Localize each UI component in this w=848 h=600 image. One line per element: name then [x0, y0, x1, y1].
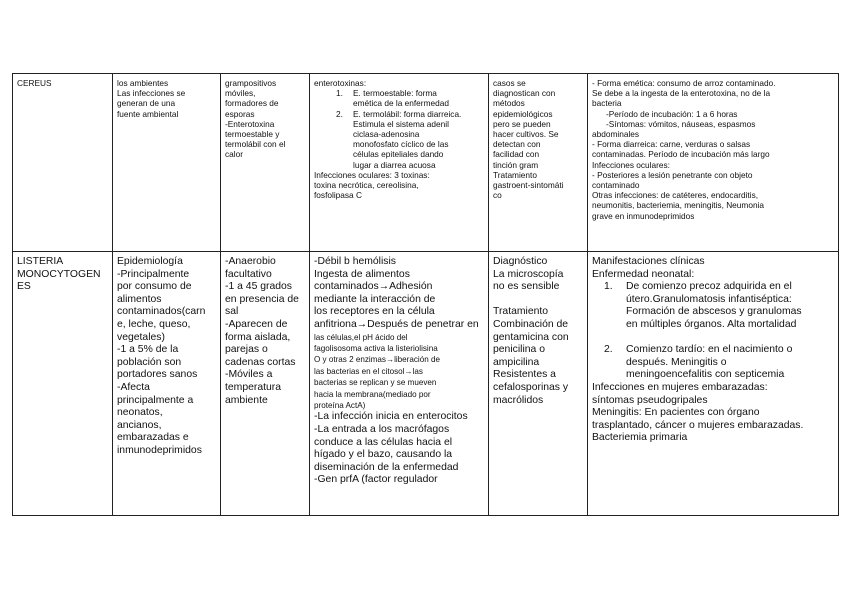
- text-line: diagnostican con: [493, 88, 556, 99]
- text-line: fuente ambiental: [117, 108, 179, 119]
- text-line: las células,el pH ácido del: [314, 332, 408, 342]
- text-line: hígado y el bazo, causando la: [314, 449, 453, 461]
- cell-epidemiology-cereus: [113, 74, 221, 252]
- text-line: forma aislada,: [225, 331, 291, 343]
- text-line: Diagnóstico: [493, 256, 548, 267]
- text-line: móviles,: [225, 88, 256, 99]
- text-line: por consumo de: [117, 281, 192, 293]
- text-line: MONOCYTOGEN: [17, 268, 101, 280]
- text-line: detectan con: [493, 139, 541, 150]
- text-line: epidemiológicos: [493, 108, 553, 119]
- text-line: monofosfato cíclico de las: [353, 139, 449, 150]
- text-line: lugar a diarrea acuosa: [353, 159, 436, 170]
- text-line: -Aparecen de: [225, 318, 288, 330]
- cell-organism-listeria: [13, 252, 113, 516]
- numbered-item: [314, 109, 484, 170]
- cell-diagnosis-listeria: [489, 252, 588, 516]
- text-line: ciclasa-adenosina: [353, 129, 420, 140]
- text-line: población son: [117, 356, 182, 368]
- text-line: generan de una: [117, 98, 176, 109]
- cell-characteristics-listeria: [221, 252, 310, 516]
- text-line: -Afecta: [117, 381, 150, 393]
- text-line: De comienzo precoz adquirida en el: [626, 281, 792, 293]
- text-line: La microscopía: [493, 268, 564, 280]
- text-line: -Gen prfA (factor regulador: [314, 474, 438, 486]
- text-line: Comienzo tardío: en el nacimiento o: [626, 344, 793, 356]
- text-line: Formación de abscesos y granulomas: [626, 306, 802, 318]
- text-line: abdominales: [592, 129, 640, 140]
- text-line: cefalosporinas y: [493, 381, 569, 393]
- text-line: ES: [17, 281, 31, 293]
- text-line: -Principalmente: [117, 268, 190, 280]
- text-line: e, leche, queso,: [117, 318, 191, 330]
- text-line: -Débil b hemólisis: [314, 256, 396, 267]
- item-number: 1.: [604, 281, 613, 293]
- text-line: Infecciones oculares:: [592, 159, 670, 170]
- text-line: grave en inmunodeprimidos: [592, 210, 695, 221]
- text-line: alimentos: [117, 293, 162, 305]
- text-line: - Forma diarreica: carne, verduras o salsas: [592, 139, 751, 150]
- text-line: Tratamiento: [493, 169, 537, 180]
- text-line: síntomas pseudogripales: [592, 394, 708, 406]
- text-line: gastroent-sintomáti: [493, 180, 564, 191]
- text-line: Epidemiología: [117, 256, 183, 267]
- text-line: Otras infecciones: de catéteres, endocarditis,: [592, 190, 759, 201]
- text-line: tinción gram: [493, 159, 539, 170]
- text-line: hacer cultivos. Se: [493, 129, 559, 140]
- text-line: -1 a 5% de la: [117, 344, 179, 356]
- text-line: neumonitis, bacteriemia, meningitis, Neumonia: [592, 200, 765, 211]
- text-line: ancianos,: [117, 419, 162, 431]
- text-line: sal: [225, 306, 239, 318]
- numbered-item: [314, 88, 484, 108]
- text-line: facultativo: [225, 268, 272, 280]
- text-line: Bacteriemia primaria: [592, 432, 688, 444]
- cell-pathogenesis-cereus: [310, 74, 489, 252]
- text-line: las bacterias en el citosol→las: [314, 366, 423, 376]
- text-line: útero.Granulomatosis infantiséptica:: [626, 293, 792, 305]
- text-line: no es sensible: [493, 281, 560, 293]
- text-line: ampicilina: [493, 356, 540, 368]
- table-row-cereus: [13, 74, 839, 252]
- text-line: enterotoxinas:: [314, 78, 367, 88]
- text-line: penicilina o: [493, 344, 545, 356]
- text-line: contaminados→Adhesión: [314, 281, 433, 293]
- text-line: principalmente a: [117, 394, 194, 406]
- blank-line: [493, 294, 583, 307]
- text-line: macrólidos: [493, 394, 544, 406]
- text-line: toxina necrótica, cereolisina,: [314, 180, 419, 191]
- cell-epidemiology-listeria: [113, 252, 221, 516]
- text-line: esporas: [225, 108, 255, 119]
- pathogen-table: [12, 73, 839, 516]
- cell-pathogenesis-listeria: [310, 252, 489, 516]
- text-line: Las infecciones se: [117, 88, 186, 99]
- numbered-item: [592, 281, 834, 331]
- text-line: emética de la enfermedad: [353, 98, 449, 109]
- text-line: pero se pueden: [493, 118, 551, 129]
- text-line: vegetales): [117, 331, 165, 343]
- text-line: facilidad con: [493, 149, 540, 160]
- text-line: -Enterotoxina: [225, 118, 275, 129]
- text-line: hacia la membrana(mediado por: [314, 389, 431, 399]
- text-line: embarazadas e: [117, 432, 189, 444]
- text-line: contaminado: [592, 180, 640, 191]
- text-line: Infecciones en mujeres embarazadas:: [592, 381, 768, 393]
- cell-diagnosis-cereus: [489, 74, 588, 252]
- text-line: casos se: [493, 78, 526, 88]
- blank-line: [592, 332, 834, 345]
- text-line: ambiente: [225, 394, 268, 406]
- text-line: después. Meningitis o: [626, 356, 727, 368]
- text-line: E. termoestable: forma: [353, 88, 437, 99]
- text-line: E. termolábil: forma diarreica.: [353, 108, 462, 119]
- text-line: bacteria: [592, 98, 622, 109]
- text-line: meningoencefalitis con septicemia: [626, 369, 785, 381]
- text-line: temperatura: [225, 381, 282, 393]
- text-line: Enfermedad neonatal:: [592, 268, 695, 280]
- text-line: en presencia de: [225, 293, 299, 305]
- text-line: conduce a las células hacia el: [314, 436, 453, 448]
- item-number: 1.: [336, 88, 343, 99]
- text-line: contaminadas. Período de incubación más largo: [592, 149, 770, 160]
- text-line: - Posteriores a lesión penetrante con objeto: [592, 169, 753, 180]
- cell-organism-cereus: [13, 74, 113, 252]
- text-line: -Anaerobio: [225, 256, 276, 267]
- text-line: inmunodeprimidos: [117, 444, 202, 456]
- text-line: Resistentes a: [493, 369, 556, 381]
- text-line: los receptores en la célula: [314, 306, 435, 318]
- text-line: Estimula el sistema adenil: [353, 118, 449, 129]
- text-line: -Móviles a: [225, 369, 273, 381]
- text-line: O y otras 2 enzimas→liberación de: [314, 355, 440, 365]
- text-line: Tratamiento: [493, 306, 549, 318]
- text-line: -La infección inicia en enterocitos: [314, 411, 468, 423]
- text-line: contaminados(carn: [117, 306, 206, 318]
- text-line: fagolisosoma activa la listeriolisina: [314, 343, 438, 353]
- text-line: trasplantado, cáncer o mujeres embarazadas.: [592, 419, 804, 431]
- text-line: en múltiples órganos. Alta mortalidad: [626, 318, 797, 330]
- text-line: Se debe a la ingesta de la enterotoxina, no de la: [592, 88, 771, 99]
- text-line: células epiteliales dando: [353, 149, 444, 160]
- text-line: los ambientes: [117, 78, 169, 88]
- item-number: 2.: [336, 108, 343, 119]
- text-line: proteína ActA): [314, 401, 366, 410]
- text-line: fosfolipasa C: [314, 190, 362, 201]
- cell-clinical-listeria: [588, 252, 839, 516]
- item-number: 2.: [604, 344, 613, 356]
- text-line: Ingesta de alimentos: [314, 268, 410, 280]
- text-line: portadores sanos: [117, 369, 198, 381]
- text-line: mediante la interacción de: [314, 293, 436, 305]
- text-line: calor: [225, 149, 243, 160]
- text-line: grampositivos: [225, 78, 277, 88]
- small-text-block: [314, 332, 484, 412]
- text-line: -La entrada a los macrófagos: [314, 424, 450, 435]
- text-line: diseminación de la enfermedad: [314, 461, 459, 473]
- text-line: gentamicina con: [493, 331, 569, 343]
- text-line: Infecciones oculares: 3 toxinas:: [314, 169, 430, 180]
- text-line: -1 a 45 grados: [225, 281, 293, 293]
- text-line: formadores de: [225, 98, 279, 109]
- text-line: parejas o: [225, 344, 268, 356]
- text-line: - Forma emética: consumo de arroz contaminado.: [592, 78, 776, 88]
- text-line: Combinación de: [493, 318, 569, 330]
- text-line: métodos: [493, 98, 525, 109]
- text-line: Meningitis: En pacientes con órgano: [592, 407, 760, 419]
- text-line: CEREUS: [17, 78, 52, 88]
- cell-characteristics-cereus: [221, 74, 310, 252]
- text-line: -Período de incubación: 1 a 6 horas: [606, 108, 738, 119]
- numbered-item: [592, 344, 834, 382]
- text-line: co: [493, 190, 502, 201]
- text-line: -Síntomas: vómitos, náuseas, espasmos: [606, 118, 756, 129]
- cell-clinical-cereus: [588, 74, 839, 252]
- text-line: cadenas cortas: [225, 356, 296, 368]
- text-line: anfitriona→Después de penetrar en: [314, 318, 479, 330]
- table-row-listeria: [13, 252, 839, 516]
- text-line: LISTERIA: [17, 256, 64, 267]
- text-line: termolábil con el: [225, 139, 286, 150]
- text-line: neonatos,: [117, 407, 163, 419]
- text-line: termoestable y: [225, 129, 280, 140]
- text-line: bacterias se replican y se mueven: [314, 378, 437, 388]
- text-line: Manifestaciones clínicas: [592, 256, 705, 267]
